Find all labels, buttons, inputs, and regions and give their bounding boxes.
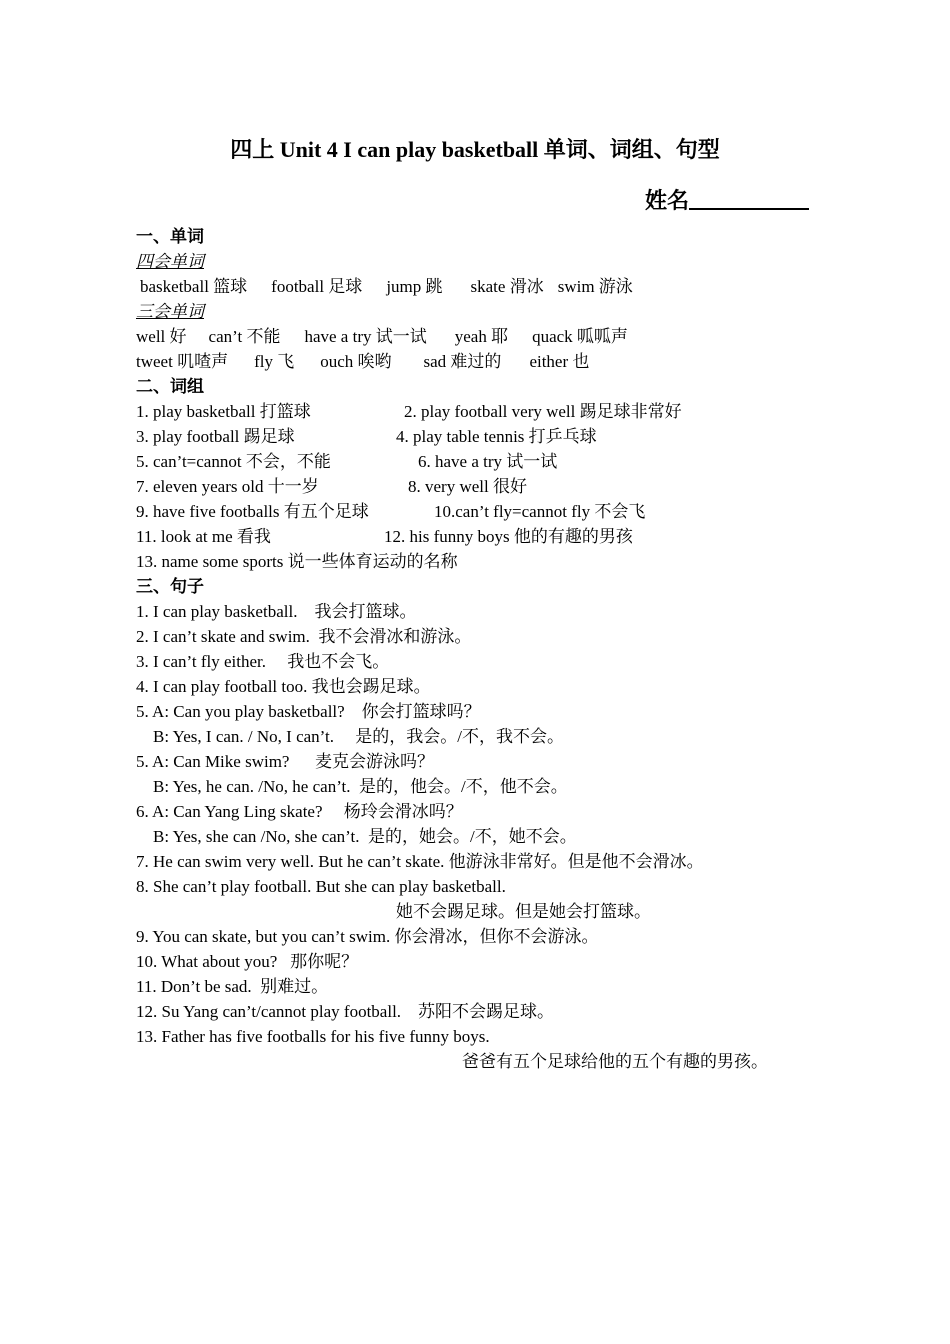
sentence: 1. I can play basketball. 我会打篮球。 — [136, 602, 417, 621]
word: football 足球 — [271, 277, 363, 296]
word: yeah 耶 — [454, 327, 509, 346]
sentence: 10. What about you? 那你呢？ — [136, 952, 359, 971]
sentence-translation: 她不会踢足球。但是她会打篮球。 — [396, 902, 651, 921]
phrase-row — [136, 424, 856, 449]
phrase: 6. have a try 试一试 — [418, 452, 558, 471]
phrase: 7. eleven years old 十一岁 — [136, 477, 319, 496]
phrase-row — [136, 399, 856, 424]
word: quack 呱呱声 — [532, 327, 628, 346]
sentence: 2. I can’t skate and swim. 我不会滑冰和游泳。 — [136, 627, 472, 646]
sentence: 5. A: Can you play basketball? 你会打篮球吗？ — [136, 702, 481, 721]
phrase: 5. can’t=cannot 不会，不能 — [136, 452, 331, 471]
word: basketball 篮球 — [140, 277, 248, 296]
word: jump 跳 — [386, 277, 443, 296]
name-blank — [689, 186, 809, 210]
phrase-row — [136, 449, 856, 474]
phrase: 10.can’t fly=cannot fly 不会飞 — [434, 502, 646, 521]
sentence: B: Yes, I can. / No, I can’t. 是的，我会。/不，我不会。 — [136, 727, 564, 746]
page-title: 四上 Unit 4 I can play basketball 单词、词组、句型 — [230, 137, 720, 162]
phrase: 11. look at me 看我 — [136, 527, 271, 546]
sentence: B: Yes, he can. /No, he can’t. 是的，他会。/不，他不会。 — [136, 777, 568, 796]
sentence: 4. I can play football too. 我也会踢足球。 — [136, 677, 431, 696]
sentence: 7. He can swim very well. But he can’t skate. 他游泳非常好。但是他不会滑冰。 — [136, 852, 704, 871]
word: fly 飞 — [254, 352, 295, 371]
word: skate 滑冰 — [470, 277, 544, 296]
word: sad 难过的 — [423, 352, 502, 371]
phrase: 9. have five footballs 有五个足球 — [136, 502, 369, 521]
phrase: 8. very well 很好 — [408, 477, 527, 496]
sentence: B: Yes, she can /No, she can’t. 是的，她会。/不，她不会。 — [136, 827, 577, 846]
sentence: 11. Don’t be sad. 别难过。 — [136, 977, 329, 996]
three-skill-words-row2 — [136, 349, 856, 374]
sentence: 12. Su Yang can’t/cannot play football. 苏阳不会踢足球。 — [136, 1002, 555, 1021]
phrase: 13. name some sports 说一些体育运动的名称 — [136, 552, 458, 571]
word: well 好 — [136, 327, 187, 346]
sentence: 8. She can’t play football. But she can play basketball. — [136, 877, 506, 896]
phrase-row — [136, 474, 856, 499]
word: swim 游泳 — [557, 277, 633, 296]
sentence: 5. A: Can Mike swim? 麦克会游泳吗？ — [136, 752, 434, 771]
phrase: 3. play football 踢足球 — [136, 427, 295, 446]
section2-heading: 二、词组 — [136, 377, 204, 396]
word: tweet 叽喳声 — [136, 352, 229, 371]
three-skill-label: 三会单词 — [136, 302, 204, 321]
name-label: 姓名 — [645, 188, 690, 213]
word: ouch 唉哟 — [320, 352, 392, 371]
phrase: 1. play basketball 打篮球 — [136, 402, 311, 421]
phrase-row — [136, 549, 856, 574]
section3-heading: 三、句子 — [136, 577, 204, 596]
sentence: 3. I can’t fly either. 我也不会飞。 — [136, 652, 390, 671]
phrase: 4. play table tennis 打乒乓球 — [396, 427, 597, 446]
sentence-translation: 爸爸有五个足球给他的五个有趣的男孩。 — [462, 1052, 768, 1071]
phrase-row — [136, 499, 856, 524]
three-skill-words-row1 — [136, 324, 856, 349]
section1-heading: 一、单词 — [136, 227, 204, 246]
sentence: 9. You can skate, but you can’t swim. 你会滑冰，但你不会游泳。 — [136, 927, 599, 946]
four-skill-label: 四会单词 — [136, 252, 204, 271]
sentence: 13. Father has five footballs for his five funny boys. — [136, 1027, 490, 1046]
word: have a try 试一试 — [304, 327, 427, 346]
worksheet-body — [136, 224, 856, 1074]
name-field — [645, 184, 809, 215]
word: can’t 不能 — [208, 327, 281, 346]
phrase: 12. his funny boys 他的有趣的男孩 — [384, 527, 633, 546]
four-skill-words — [136, 274, 856, 299]
phrase-row — [136, 524, 856, 549]
word: either 也 — [529, 352, 590, 371]
sentence: 6. A: Can Yang Ling skate? 杨玲会滑冰吗？ — [136, 802, 463, 821]
phrase: 2. play football very well 踢足球非常好 — [404, 402, 682, 421]
